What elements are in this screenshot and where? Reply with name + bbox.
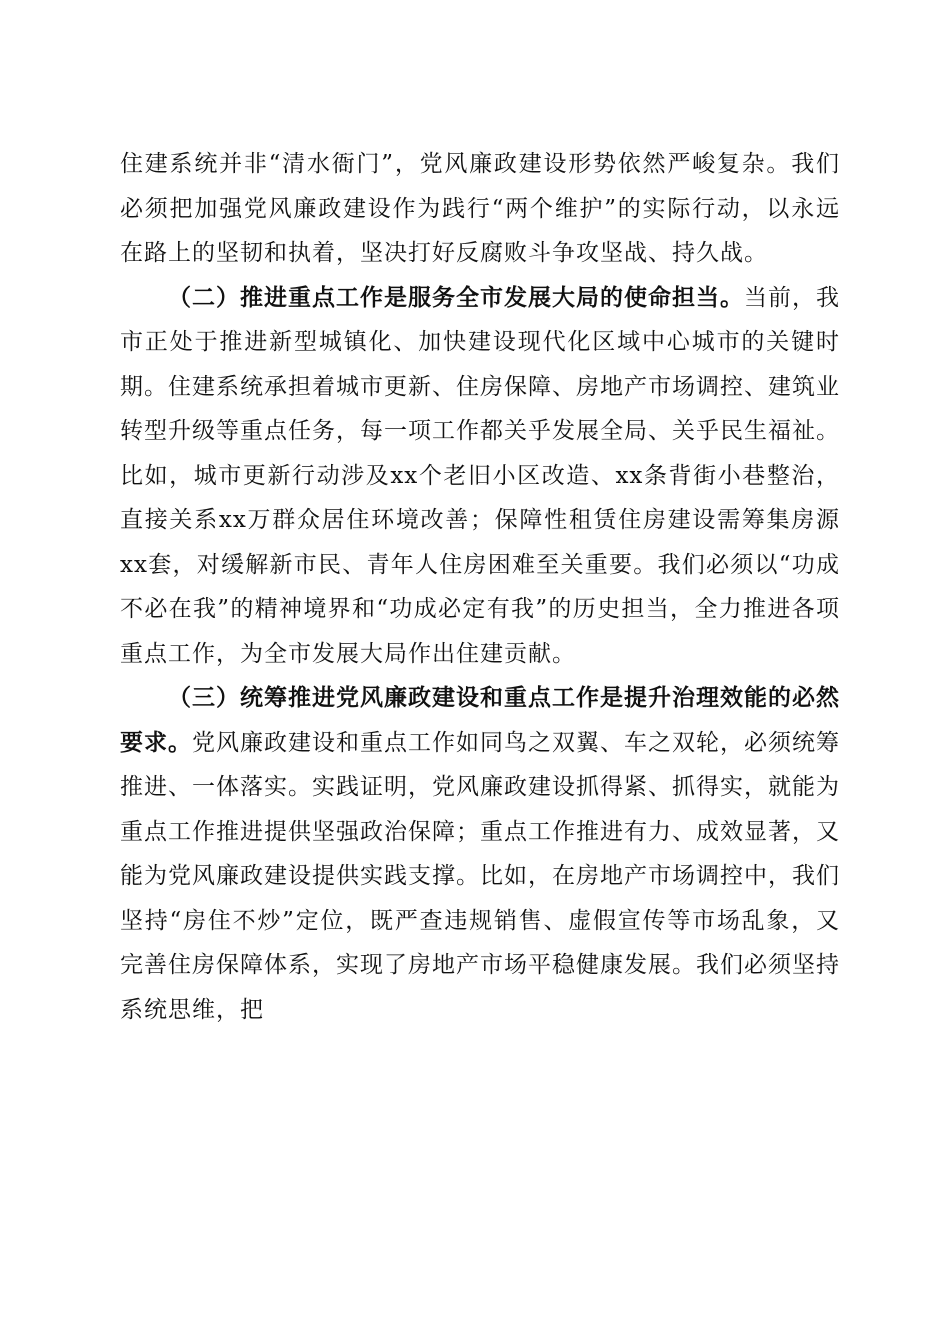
paragraph-section-2 <box>120 276 840 677</box>
section-heading-2: （二）推进重点工作是服务全市发展大局的使命担当。 <box>168 283 744 311</box>
paragraph-text: 住建系统并非“清水衙门”，党风廉政建设形势依然严峻复杂。我们必须把加强党风廉政建设作为践行“两个维护”的实际行动，以永远在路上的坚韧和执着，坚决打好反腐败斗争攻坚战、持久战。 <box>120 151 840 266</box>
document-body <box>120 142 840 1032</box>
paragraph-text: 党风廉政建设和重点工作如同鸟之双翼、车之双轮，必须统筹推进、一体落实。实践证明，党风廉政建设抓得紧、抓得实，就能为重点工作推进提供坚强政治保障；重点工作推进有力、成效显著，又能为党风廉政建设提供实践支撑。比如，在房地产市场调控中，我们坚持“房住不炒”定位，既严查违规销售、虚假宣传等市场乱象，又完善住房保障体系，实现了房地产市场平稳健康发展。我们必须坚持系统思维，把 <box>120 729 840 1023</box>
section-heading-3: （三）统筹推进党风廉政建设和重点工作是提升治理效能的必然要求。 <box>120 684 840 756</box>
paragraph-text: 当前，我市正处于推进新型城镇化、加快建设现代化区域中心城市的关键时期。住建系统承担着城市更新、住房保障、房地产市场调控、建筑业转型升级等重点任务，每一项工作都关乎发展全局、关乎民生福祉。比如，城市更新行动涉及xx个老旧小区改造、xx条背街小巷整治，直接关系xx万群众居住环境改善；保障性租赁住房建设需筹集房源xx套，对缓解新市民、青年人住房困难至关重要。我们必须以“功成不必在我”的精神境界和“功成必定有我”的历史担当，全力推进各项重点工作，为全市发展大局作出住建贡献。 <box>120 284 840 667</box>
paragraph-continuation <box>120 142 840 276</box>
paragraph-section-3 <box>120 676 840 1032</box>
